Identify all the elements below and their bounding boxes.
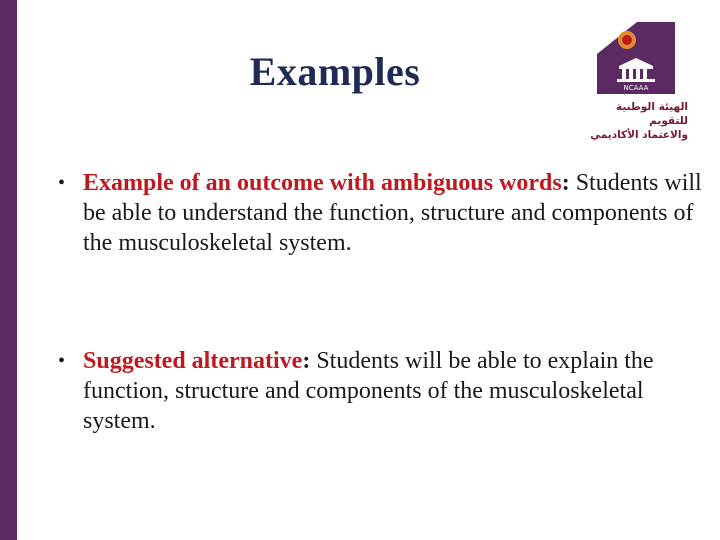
bullet-item-ambiguous (58, 168, 708, 258)
bullet-item-alternative (58, 346, 708, 436)
logo-acronym: NCAAA (623, 84, 649, 92)
bullet-colon: : (302, 348, 311, 374)
logo-arabic-line-1: الهيئة الوطنية للتقويم (615, 101, 688, 127)
bullet-colon: : (561, 170, 570, 196)
bullet-glyph: • (58, 350, 66, 372)
logo-arabic-line-2: والاعتماد الأكاديمي (590, 129, 688, 141)
bullet-text (58, 346, 708, 436)
logo-arabic-caption (588, 100, 688, 142)
bullet-text (58, 168, 708, 258)
bullet-glyph: • (58, 172, 66, 194)
slide-title: Examples (249, 49, 421, 94)
bullet-body: Students will be able to understand the function, structure and components of the musculoskeletal system. (83, 170, 702, 256)
bullet-label: Example of an outcome with ambiguous words (83, 170, 562, 196)
bullet-body: Students will be able to explain the function, structure and components of the musculoskeletal system. (83, 348, 654, 434)
bullet-label: Suggested alternative (83, 348, 303, 374)
